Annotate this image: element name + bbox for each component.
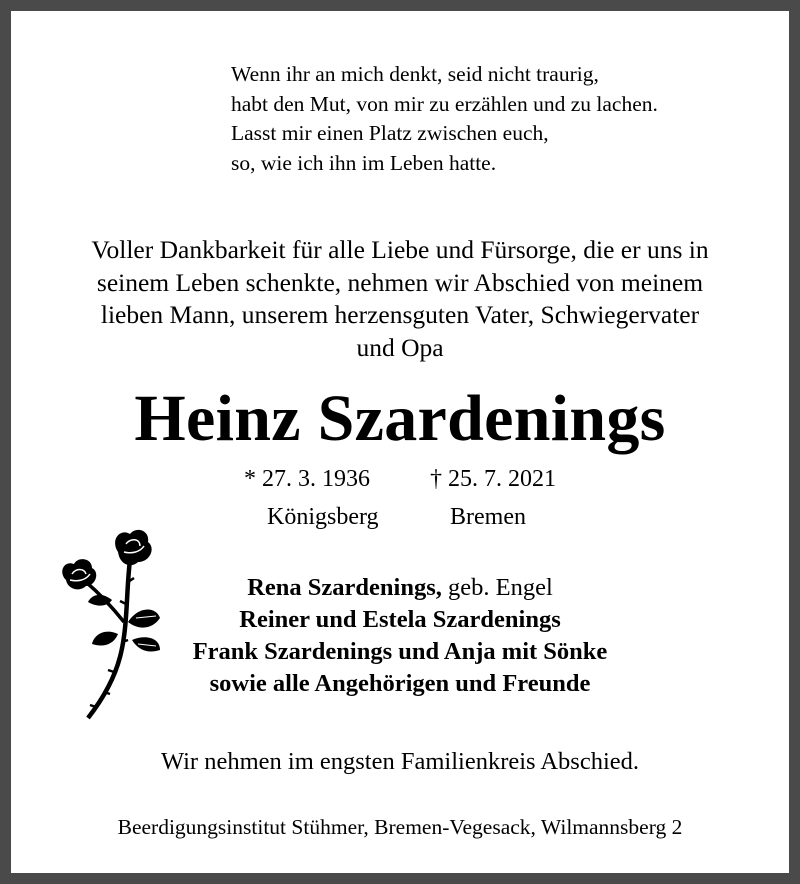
family-line: Frank Szardenings und Anja mit Sönke [192, 638, 608, 665]
family-line: sowie alle Angehörigen und Freunde [209, 670, 591, 697]
birth-place: Königsberg [267, 504, 379, 530]
family-line-widow [22, 572, 778, 604]
closing-note: Wir nehmen im engsten Familienkreis Abschied. [160, 748, 640, 775]
widow-name: Rena Szardenings, [247, 574, 442, 601]
poem-line: so, wie ich ihn im Leben hatte. [231, 150, 497, 175]
obituary-content [22, 22, 778, 862]
death-place: Bremen [450, 504, 526, 530]
family-signatures [22, 572, 778, 700]
widow-maiden-name: geb. Engel [441, 574, 553, 601]
birth-date: * 27. 3. 1936 [244, 466, 370, 492]
funeral-home-info: Beerdigungsinstitut Stühmer, Bremen-Vegesack, Wilmannsberg 2 [117, 815, 683, 839]
intro-line: lieben Mann, unserem herzensguten Vater, Schwiegervater [100, 300, 700, 329]
intro-line: Voller Dankbarkeit für alle Liebe und Fürsorge, die er uns in [91, 235, 709, 264]
death-date: † 25. 7. 2021 [430, 466, 556, 492]
poem-line: Wenn ihr an mich denkt, seid nicht traurig, [231, 62, 599, 86]
intro-text [22, 234, 778, 364]
poem-line: Lasst mir einen Platz zwischen euch, [231, 121, 549, 145]
intro-line: und Opa [356, 332, 444, 362]
intro-line: seinem Leben schenkte, nehmen wir Abschied von meinem [96, 267, 704, 297]
poem-line: habt den Mut, von mir zu erzählen und zu lachen. [231, 91, 658, 116]
deceased-name: Heinz Szardenings [134, 382, 666, 455]
family-line: Reiner und Estela Szardenings [239, 606, 561, 633]
poem [231, 60, 658, 178]
